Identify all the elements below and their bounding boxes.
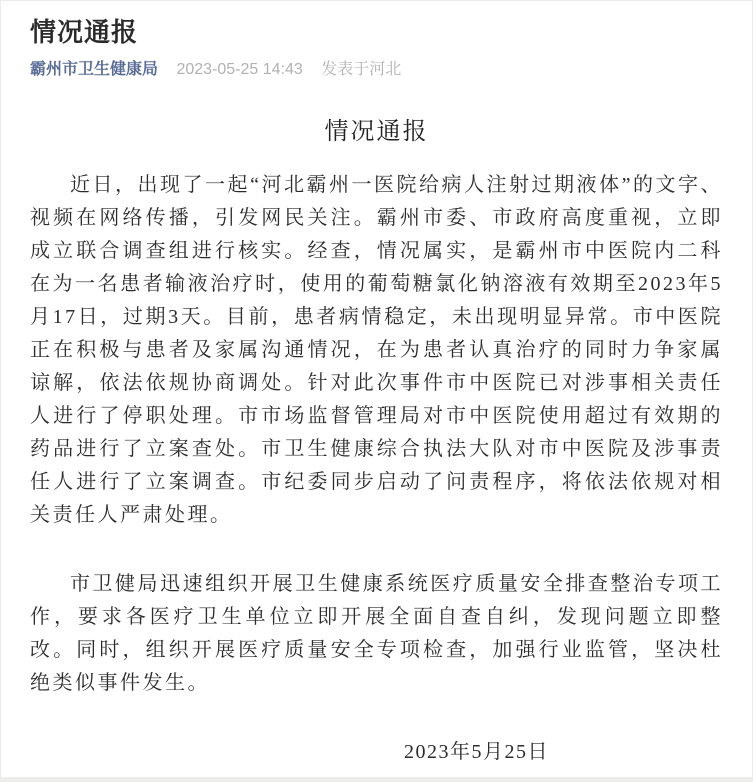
article-title: 情况通报	[30, 17, 139, 47]
document-body	[30, 116, 723, 769]
account-name-link[interactable]: 霸州市卫生健康局	[30, 61, 159, 78]
article-header	[30, 15, 723, 80]
publish-location: 发表于河北	[321, 61, 402, 78]
document-paragraph: 近日，出现了一起“河北霸州一医院给病人注射过期液体”的文字、视频在网络传播，引发网民关注。霸州市委、市政府高度重视，立即成立联合调查组进行核实。经查，情况属实，是霸州市中医院内二科在为一名患者输液治疗时，使用的葡萄糖氯化钠溶液有效期至2023年5月17日，过期3天。目前，患者病情稳定，未出现明显异常。市中医院正在积极与患者及家属沟通情况，在为患者认真治疗的同时力争家属谅解，依法依规协商调处。针对此次事件市中医院已对涉事相关责任人进行了停职处理。市市场监督管理局对市中医院使用超过有效期的药品进行了立案查处。市卫生健康综合执法大队对市中医院及涉事责任人进行了立案调查。市纪委同步启动了问责程序，将依法依规对相关责任人严肃处理。	[30, 174, 723, 526]
document-paragraph: 市卫健局迅速组织开展卫生健康系统医疗质量安全排查整治专项工作，要求各医疗卫生单位立即开展全面自查自纠，发现问题立即整改。同时，组织开展医疗质量安全专项检查，加强行业监管，坚决杜绝类似事件发生。	[30, 573, 723, 694]
document-heading: 情况通报	[324, 118, 429, 145]
document-date: 2023年5月25日	[404, 741, 549, 763]
byline	[30, 59, 723, 80]
publish-timestamp: 2023-05-25 14:43	[176, 61, 303, 78]
